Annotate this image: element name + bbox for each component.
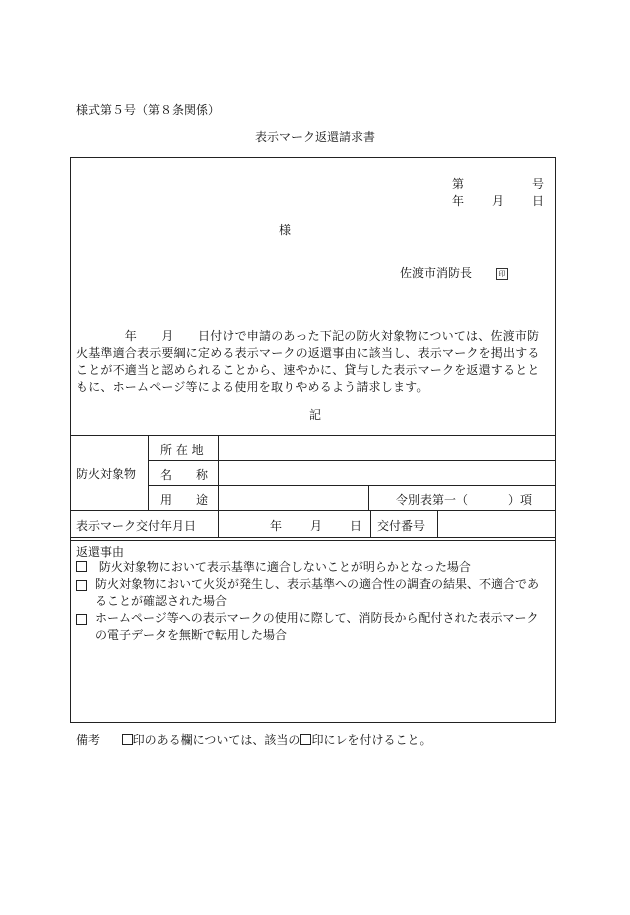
number-prefix: 第	[452, 177, 465, 191]
reason-item-1	[76, 559, 548, 576]
name-label: 名 称	[160, 468, 209, 482]
issuer-name	[400, 264, 508, 281]
number-suffix: 号	[532, 177, 545, 191]
seal-mark: 印	[496, 268, 508, 280]
form-number: 様式第５号（第８条関係）	[76, 103, 221, 117]
remarks-box-2	[300, 734, 311, 745]
reason-item-2	[76, 576, 548, 610]
issue-number-label: 交付番号	[377, 519, 426, 533]
remarks-text: 印のある欄については、該当の	[132, 733, 301, 747]
issue-date-day: 日	[350, 519, 363, 533]
issue-date-month: 月	[310, 519, 323, 533]
reason-checkbox-1[interactable]	[76, 561, 87, 572]
ordinance-suffix: ）項	[508, 493, 533, 507]
remarks-box-1	[122, 734, 133, 745]
request-paragraph: 年 月 日付けで申請のあった下記の防火対象物については、佐渡市防火基準適合表示要綱に定める表示マークの返還事由に該当し、表示マークを掲出することが不適当と認められることから、速やかに、貸与した表示マークを返還するとともに、ホームページ等による使用を取りやめるよう請求します。	[76, 329, 540, 394]
remarks-label: 備考	[76, 733, 101, 747]
issuer-text: 佐渡市消防長	[400, 266, 473, 280]
reason-item-3	[76, 610, 548, 644]
reason-checkbox-2[interactable]	[76, 580, 87, 591]
reason-text-1: 防火対象物において表示基準に適合しないことが明らかとなった場合	[98, 560, 471, 574]
ordinance-prefix: 令別表第一（	[396, 493, 469, 507]
issue-date-year: 年	[270, 519, 283, 533]
reason-text-2: 防火対象物において火災が発生し、表示基準への適合性の調査の結果、不適合であることが確認された場合	[95, 577, 540, 608]
reason-text-3: ホームページ等への表示マークの使用に際して、消防長から配付された表示マークの電子データを無断で転用した場合	[95, 611, 539, 642]
date-day: 日	[532, 194, 545, 208]
document-title: 表示マーク返還請求書	[254, 130, 375, 144]
location-label: 所 在 地	[160, 443, 204, 457]
remarks	[76, 731, 431, 748]
ki-label: 記	[309, 408, 322, 422]
issue-date-label: 表示マーク交付年月日	[76, 519, 197, 533]
reason-checkbox-3[interactable]	[76, 614, 87, 625]
date-year: 年	[452, 194, 465, 208]
date-month: 月	[492, 194, 505, 208]
reasons-heading: 返還事由	[76, 545, 125, 559]
target-label: 防火対象物	[76, 467, 137, 481]
ordinance-field	[396, 491, 532, 508]
remarks-text-end: 印にレを付けること。	[311, 733, 432, 747]
addressee-suffix: 様	[279, 223, 292, 237]
use-label: 用 途	[160, 493, 209, 507]
